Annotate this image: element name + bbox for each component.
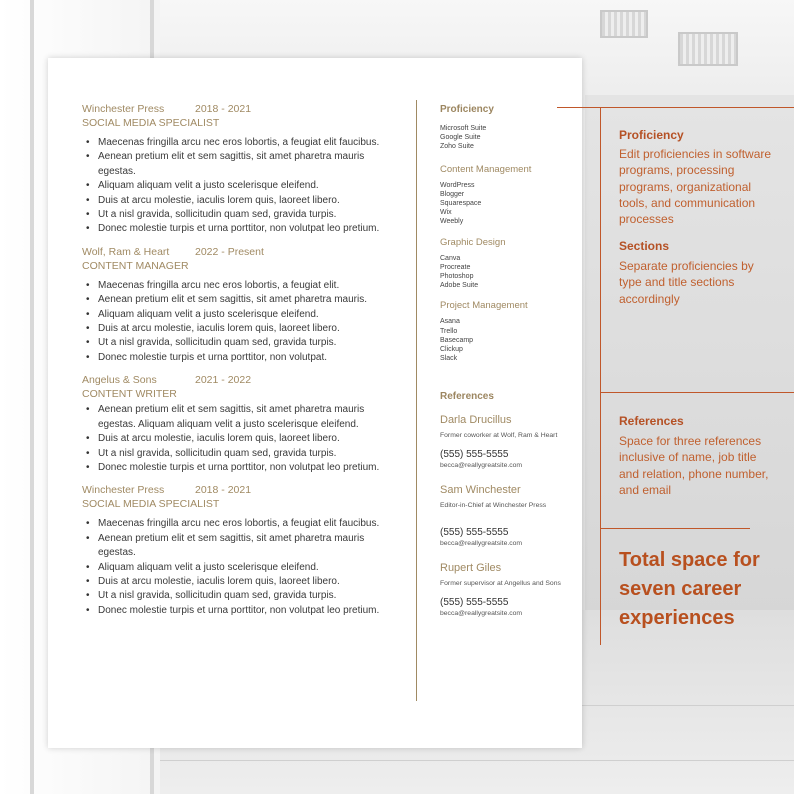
proficiency-group-title: Project Management (440, 300, 528, 312)
bullet-item: • Maecenas fringilla arcu nec eros lobortis, a feugiat elit faucibus. (82, 136, 382, 150)
list-item: Weebly (440, 218, 464, 226)
references-heading: References (440, 391, 494, 403)
bullet-item: • Duis at arcu molestie, iaculis lorem quis, laoreet libero. (82, 322, 382, 336)
annotation-proficiency-text: Edit proficiencies in software programs, processing programs, organizational tools, and communication processes (619, 147, 772, 227)
bullet-item: • Ut a nisl gravida, sollicitudin quam sed, gravida turpis. (82, 336, 382, 350)
ceiling-vent (678, 32, 738, 66)
callout-line (600, 107, 601, 645)
proficiency-group-title: Content Management (440, 163, 532, 175)
bullet-item: • Duis at arcu molestie, iaculis lorem quis, laoreet libero. (82, 432, 382, 446)
experience-entry (82, 102, 382, 237)
job-company: Angelus & Sons (82, 374, 157, 387)
list-item: Slack (440, 355, 458, 363)
reference-email: becca@reallygreatsite.com (440, 462, 523, 470)
proficiency-group-title: Graphic Design (440, 236, 506, 248)
list-item: Asana (440, 318, 460, 326)
experience-entry (82, 483, 382, 618)
bullet-item: • Duis at arcu molestie, iaculis lorem quis, laoreet libero. (82, 575, 382, 589)
bullet-item: • Ut a nisl gravida, sollicitudin quam sed, gravida turpis. (82, 447, 382, 461)
bullet-item: • Aliquam aliquam velit a justo scelerisque eleifend. (82, 561, 382, 575)
reference-name: Darla Drucillus (440, 414, 512, 427)
job-years: 2021 - 2022 (195, 374, 252, 387)
annotation-sections-heading: Sections (619, 239, 670, 253)
job-bullets (82, 403, 382, 475)
bullet-item: • Donec molestie turpis et urna porttitor, non volutpat leo pretium. (82, 604, 382, 618)
bullet-item: • Aliquam aliquam velit a justo scelerisque eleifend. (82, 308, 382, 322)
bullet-item: • Maecenas fringilla arcu nec eros lobortis, a feugiat elit faucibus. (82, 517, 382, 531)
list-item: Trello (440, 327, 458, 335)
column-divider (416, 100, 417, 701)
list-item: Clickup (440, 346, 463, 354)
bullet-item: • Ut a nisl gravida, sollicitudin quam sed, gravida turpis. (82, 589, 382, 603)
job-bullets (82, 279, 382, 365)
job-company: Winchester Press (82, 484, 165, 497)
bullet-item: • Donec molestie turpis et urna porttitor, non volutpat leo pretium. (82, 461, 382, 475)
callout-line (600, 392, 794, 393)
reference-relation: Editor-in-Chief at Winchester Press (440, 502, 547, 510)
job-header (82, 102, 382, 116)
list-item: Canva (440, 254, 461, 262)
resume-page (48, 58, 582, 748)
job-company: Winchester Press (82, 103, 165, 115)
job-title: CONTENT MANAGER (82, 259, 189, 272)
reference-phone: (555) 555-5555 (440, 527, 509, 539)
job-title: CONTENT WRITER (82, 388, 177, 401)
reference-phone: (555) 555-5555 (440, 449, 509, 461)
callout-line (557, 107, 794, 108)
callout-line (600, 528, 750, 529)
list-item: Adobe Suite (440, 282, 479, 290)
bullet-item: • Maecenas fringilla arcu nec eros lobortis, a feugiat elit. (82, 279, 382, 293)
job-years: 2022 - Present (195, 245, 264, 258)
list-item: Squarespace (440, 200, 482, 208)
list-item: Zoho Suite (440, 143, 474, 151)
list-item: WordPress (440, 181, 475, 189)
bullet-item: • Aenean pretium elit et sem sagittis, sit amet pharetra mauris egestas. Aliquam aliquam velit a justo scelerisque eleifend. (82, 403, 382, 432)
reference-email: becca@reallygreatsite.com (440, 609, 523, 617)
annotation-references-heading: References (619, 414, 684, 428)
annotation-proficiency-heading: Proficiency (619, 128, 684, 142)
job-title: SOCIAL MEDIA SPECIALIST (82, 498, 220, 511)
reference-entry (440, 562, 565, 618)
sidebar-column (440, 104, 565, 618)
reference-name: Rupert Giles (440, 562, 502, 575)
reference-name: Sam Winchester (440, 484, 521, 497)
bullet-item: • Aenean pretium elit et sem sagittis, sit amet pharetra mauris egestas. (82, 150, 382, 179)
job-header (82, 483, 382, 497)
experience-column (82, 102, 382, 626)
general-suite-list (440, 124, 565, 152)
list-item: Photoshop (440, 273, 474, 281)
proficiency-group-list (440, 181, 565, 227)
reference-phone: (555) 555-5555 (440, 596, 509, 608)
bullet-item: • Aenean pretium elit et sem sagittis, sit amet pharetra mauris egestas. (82, 532, 382, 561)
job-years: 2018 - 2021 (195, 103, 252, 115)
job-header (82, 245, 382, 259)
bullet-item: • Aliquam aliquam velit a justo scelerisque eleifend. (82, 179, 382, 193)
bullet-item: • Duis at arcu molestie, iaculis lorem quis, laoreet libero. (82, 194, 382, 208)
list-item: Google Suite (440, 134, 481, 142)
ceiling-vent (600, 10, 648, 38)
bullet-item: • Donec molestie turpis et urna porttitor, non volutpat. (82, 351, 382, 365)
experience-entry (82, 245, 382, 365)
list-item: Microsoft Suite (440, 125, 487, 132)
job-years: 2018 - 2021 (195, 484, 252, 497)
bullet-item: • Ut a nisl gravida, sollicitudin quam sed, gravida turpis. (82, 208, 382, 222)
list-item: Basecamp (440, 336, 474, 344)
bullet-item: • Donec molestie turpis et urna porttitor, non volutpat leo pretium. (82, 222, 382, 236)
bullet-item: • Aenean pretium elit et sem sagittis, sit amet pharetra mauris. (82, 293, 382, 307)
reference-entry (440, 414, 565, 470)
reference-relation: Former coworker at Wolf, Ram & Heart (440, 432, 558, 440)
experience-entry (82, 373, 382, 475)
job-bullets (82, 136, 382, 237)
proficiency-group-list (440, 317, 565, 363)
proficiency-group-list (440, 254, 565, 291)
list-item: Blogger (440, 190, 465, 198)
job-company: Wolf, Ram & Heart (82, 245, 170, 258)
annotation-references-text: Space for three references inclusive of name, job title and relation, phone number, and email (619, 434, 769, 497)
reference-relation: Former supervisor at Angellus and Sons (440, 580, 561, 588)
annotation-sections-text: Separate proficiencies by type and title sections accordingly (619, 259, 754, 306)
job-bullets (82, 517, 382, 618)
list-item: Procreate (440, 263, 471, 271)
list-item: Wix (440, 209, 452, 217)
annotation-total-space: Total space for seven career experiences (619, 549, 760, 629)
reference-email: becca@reallygreatsite.com (440, 540, 523, 548)
job-header (82, 373, 382, 387)
job-title: SOCIAL MEDIA SPECIALIST (82, 117, 220, 129)
proficiency-heading: Proficiency (440, 104, 494, 115)
window-frame (30, 0, 34, 794)
reference-entry (440, 484, 565, 548)
